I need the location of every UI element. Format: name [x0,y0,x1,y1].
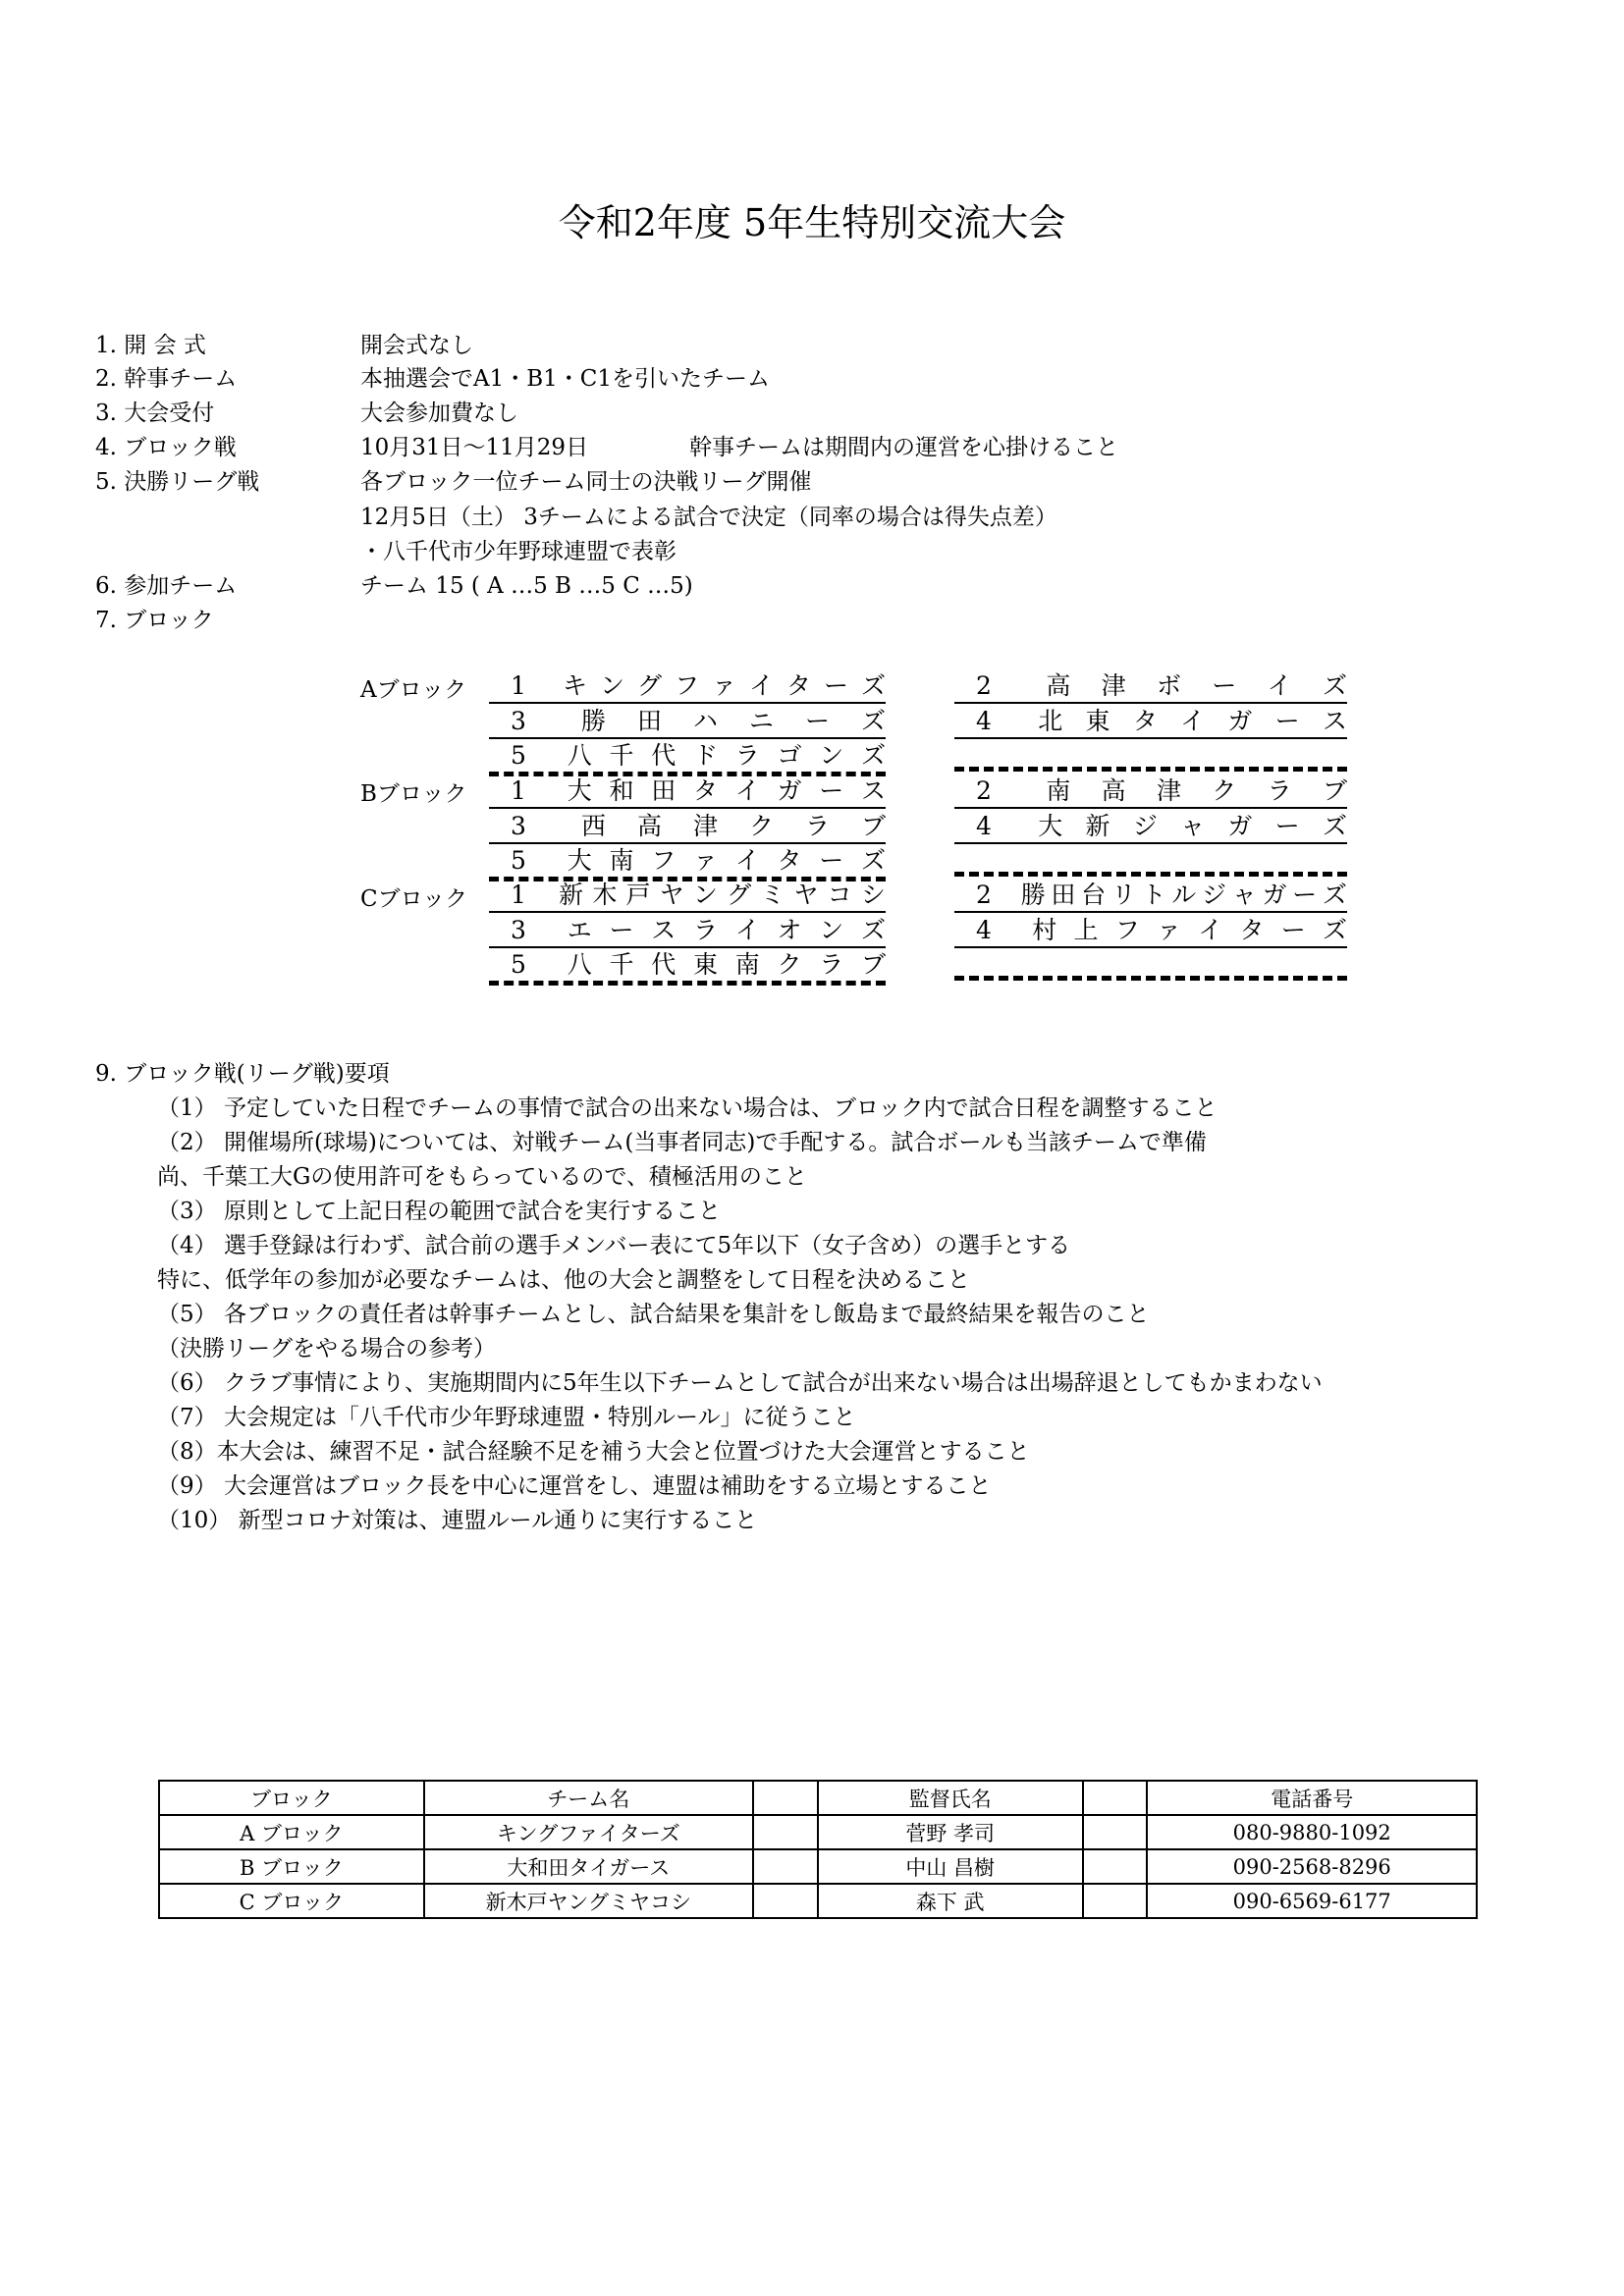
table-cell [753,1884,818,1918]
table-row [159,1815,1477,1849]
team-name-char: ヤ [793,881,819,909]
team-name-char: ズ [860,846,886,875]
team-name-char: ラ [804,811,830,840]
item-value: 12月5日（土） 3チームによる試合で決定（同率の場合は得失点差） [360,505,1057,530]
team-name-char: ー [1292,881,1318,909]
team-name-char: ラ [819,950,844,979]
rule-item: （2） 開催場所(球場)については、対戦チーム(当事者同志)で手配する。試合ボールも当該チームで準備 [157,1130,1207,1155]
team-name-char: 大 [567,776,592,805]
team-name-char: エ [567,915,592,944]
team-name-char: ー [819,776,844,805]
team-name-char: 代 [651,741,677,770]
team-number: 2 [976,671,992,700]
team-name-char: ハ [692,706,718,735]
item-value: 開会式なし [360,333,473,358]
team-name-char: 木 [592,881,618,909]
team-name-char: イ [734,915,760,944]
team-number: 4 [976,915,992,944]
team-name-char: イ [1198,915,1223,944]
empty-slot-line [954,872,1347,877]
team-name-char: ン [819,915,844,944]
team-name-char: タ [692,776,718,805]
team-name-char: キ [562,671,587,700]
table-cell: 中山 昌樹 [818,1849,1083,1884]
block-team-entry [489,740,886,776]
team-name-char: 南 [609,846,634,875]
table-header-row [159,1781,1477,1815]
block-team-entry [954,775,1347,809]
page-title: 令和2年度 5年生特別交流大会 [558,201,1066,244]
team-name-char: ズ [1322,671,1347,700]
team-name-char: コ [827,881,852,909]
table-cell: 大和田タイガース [424,1849,753,1884]
team-name-char: ァ [1156,915,1181,944]
team-name-char: イ [1180,706,1206,735]
rule-item: （決勝リーグをやる場合の参考） [157,1336,496,1362]
team-name-char: イ [1267,671,1292,700]
team-name-char: ゴ [777,741,802,770]
header-block: ブロック [159,1781,424,1815]
team-name-char: ラ [692,915,718,944]
team-name-char: ー [1280,915,1306,944]
table-cell: C ブロック [159,1884,424,1918]
table-cell: B ブロック [159,1849,424,1884]
table-row [159,1884,1477,1918]
team-number: 3 [511,811,526,840]
block-label: Aブロック [360,677,467,703]
table-row [159,1849,1477,1884]
team-name-char: ス [1322,706,1347,735]
block-team-entry [489,915,886,948]
team-name-char: グ [727,881,752,909]
item-value: 大会参加費なし [360,400,518,426]
team-name-char: ズ [1322,811,1347,840]
rule-item: （4） 選手登録は行わず、試合前の選手メンバー表にて5年以下（女子含め）の選手とする [157,1233,1071,1258]
team-name-char: ー [823,671,848,700]
team-name-char: フ [651,846,677,875]
team-name-char: シ [860,881,886,909]
team-name-char: ガ [1262,881,1287,909]
team-name-char: タ [777,846,802,875]
item-label: 3. 大会受付 [95,400,215,426]
team-name-char: ァ [711,671,736,700]
team-number: 5 [511,950,526,979]
team-name-char: ジ [1132,811,1158,840]
rule-item: （6） クラブ事情により、実施期間内に5年生以下チームとして試合が出来ない場合は出場辞退としてもかまわない [157,1370,1323,1396]
team-number: 2 [976,776,992,805]
table-cell: キングファイターズ [424,1815,753,1849]
team-name-char: 大 [567,846,592,875]
team-name-char: 戸 [625,881,651,909]
header-team: チーム名 [424,1781,753,1815]
team-name-char: ャ [1231,881,1257,909]
team-number: 1 [511,671,526,700]
team-name-char: フ [1114,915,1140,944]
header-phone: 電話番号 [1147,1781,1477,1815]
team-name-char: ク [748,811,774,840]
team-name-char: 村 [1032,915,1057,944]
table-cell [753,1849,818,1884]
team-number: 5 [511,846,526,875]
team-name-char: ラ [734,741,760,770]
team-name-char: ン [819,741,844,770]
team-name-char: ル [1171,881,1197,909]
block-team-entry [489,811,886,844]
team-name-char: 千 [609,950,634,979]
team-name-char: 津 [1156,776,1181,805]
team-number: 1 [511,881,526,909]
team-name-char: 東 [1085,706,1110,735]
team-name-char: 田 [636,706,662,735]
item-value: 本抽選会でA1・B1・C1を引いたチーム [360,366,771,392]
team-number: 3 [511,706,526,735]
table-cell [1083,1884,1148,1918]
team-name-char: ヤ [659,881,684,909]
team-name-char: 高 [636,811,662,840]
item-label: 5. 決勝リーグ戦 [95,469,260,495]
table-cell [1083,1815,1148,1849]
block-team-entry [954,670,1347,704]
table-cell: 080-9880-1092 [1147,1815,1477,1849]
team-name-char: タ [1239,915,1265,944]
block-team-entry [954,915,1347,948]
table-cell: 菅野 孝司 [818,1815,1083,1849]
team-name-char: 津 [692,811,718,840]
team-name-char: 勝 [580,706,606,735]
block-team-entry [954,880,1347,913]
team-name-char: タ [785,671,811,700]
team-name-char: リ [1110,881,1136,909]
team-name-char: ト [1141,881,1166,909]
team-name-char: 高 [1046,671,1071,700]
team-name-char: 南 [734,950,760,979]
rule-item: （7） 大会規定は「八千代市少年野球連盟・特別ルール」に従うこと [157,1405,856,1430]
team-number: 3 [511,915,526,944]
block-team-entry [489,949,886,986]
team-name-char: ブ [860,811,886,840]
rule-item: （1） 予定していた日程でチームの事情で試合の出来ない場合は、ブロック内で試合日程を調整すること [157,1095,1218,1121]
team-name-char: ン [599,671,624,700]
team-number: 4 [976,811,992,840]
team-name-char: 北 [1038,706,1063,735]
table-cell: A ブロック [159,1815,424,1849]
item-label: 4. ブロック戦 [95,435,237,460]
team-name-char: 代 [651,950,677,979]
team-name-char: 勝 [1020,881,1046,909]
team-name-char: ー [609,915,634,944]
block-team-entry [489,706,886,739]
rule-item: 尚、千葉工大Gの使用許可をもらっているので、積極活用のこと [157,1164,807,1190]
team-name-char: ニ [748,706,774,735]
team-number: 2 [976,881,992,909]
empty-slot-line [954,976,1347,981]
team-number: 1 [511,776,526,805]
rule-item: 特に、低学年の参加が必要なチームは、他の大会と調整をして日程を決めること [157,1267,970,1293]
team-name-char: グ [636,671,662,700]
item-label: 7. ブロック [95,608,214,633]
team-name-char: ズ [1322,915,1347,944]
table-cell: 090-6569-6177 [1147,1884,1477,1918]
item-label: 6. 参加チーム [95,573,238,599]
table-cell: 森下 武 [818,1884,1083,1918]
empty-slot-line [954,767,1347,772]
team-name-char: 和 [609,776,634,805]
team-name-char: ド [692,741,718,770]
block-team-entry [489,670,886,704]
team-name-char: 津 [1101,671,1126,700]
item-value: 各ブロック一位チーム同士の決戦リーグ開催 [360,469,812,495]
team-name-char: ガ [1227,706,1253,735]
block-team-entry [489,775,886,809]
rule-item: （3） 原則として上記日程の範囲で試合を実行すること [157,1199,721,1224]
block-label: Bブロック [360,781,467,807]
team-name-char: ブ [1322,776,1347,805]
section-heading: 9. ブロック戦(リーグ戦)要項 [95,1061,390,1087]
team-name-char: ク [1212,776,1237,805]
team-name-char: ズ [860,671,886,700]
team-name-char: 新 [1085,811,1110,840]
team-name-char: 八 [567,741,592,770]
team-name-char: タ [1132,706,1158,735]
team-name-char: ク [777,950,802,979]
team-name-char: イ [748,671,774,700]
block-team-entry [489,845,886,881]
header-blank [753,1781,818,1815]
team-name-char: ー [1274,706,1300,735]
item-value: 10月31日～11月29日 [360,435,589,460]
rule-item: （9） 大会運営はブロック長を中心に運営をし、連盟は補助をする立場とすること [157,1473,992,1499]
block-team-entry [489,880,886,913]
team-name-char: フ [674,671,699,700]
team-name-char: ガ [777,776,802,805]
team-name-char: イ [734,776,760,805]
team-name-char: 東 [692,950,718,979]
team-name-char: ン [692,881,718,909]
team-name-char: 大 [1038,811,1063,840]
team-number: 4 [976,706,992,735]
rule-item: （8）本大会は、練習不足・試合経験不足を補う大会と位置づけた大会運営とすること [157,1439,1030,1465]
team-name-char: ズ [1322,881,1347,909]
team-number: 5 [511,741,526,770]
table-cell [1083,1849,1148,1884]
team-name-char: ー [819,846,844,875]
item-note: 幹事チームは期間内の運営を心掛けること [689,435,1118,460]
team-name-char: ジ [1202,881,1227,909]
rule-item: （5） 各ブロックの責任者は幹事チームとし、試合結果を集計をし飯島まで最終結果を報告のこと [157,1302,1150,1327]
block-label: Cブロック [360,886,468,912]
team-name-char: 田 [1051,881,1076,909]
team-name-char: ス [860,776,886,805]
team-name-char: ラ [1267,776,1292,805]
table-cell: 新木戸ヤングミヤコシ [424,1884,753,1918]
team-name-char: ミ [760,881,785,909]
team-name-char: ー [804,706,830,735]
team-name-char: ス [651,915,677,944]
team-name-char: オ [777,915,802,944]
team-name-char: ズ [860,706,886,735]
team-name-char: 台 [1081,881,1107,909]
team-name-char: 八 [567,950,592,979]
team-name-char: 上 [1073,915,1099,944]
team-name-char: ブ [860,950,886,979]
team-name-char: ー [1274,811,1300,840]
rule-item: （10） 新型コロナ対策は、連盟ルール通りに実行すること [157,1508,758,1533]
block-team-entry [954,706,1347,739]
table-cell [753,1815,818,1849]
header-manager: 監督氏名 [818,1781,1083,1815]
team-name-char: ボ [1156,671,1181,700]
team-name-char: ガ [1227,811,1253,840]
team-name-char: イ [734,846,760,875]
item-value: チーム 15 ( A …5 B …5 C …5) [360,573,693,599]
team-name-char: 田 [651,776,677,805]
item-label: 1. 開 会 式 [95,333,206,358]
header-blank [1083,1781,1148,1815]
team-name-char: 西 [580,811,606,840]
item-label: 2. 幹事チーム [95,366,238,392]
team-name-char: ャ [1180,811,1206,840]
item-value: ・八千代市少年野球連盟で表彰 [360,539,677,564]
team-name-char: 千 [609,741,634,770]
team-name-char: ズ [860,915,886,944]
team-name-char: 南 [1046,776,1071,805]
team-name-char: ー [1212,671,1237,700]
team-name-char: ズ [860,741,886,770]
team-name-char: 高 [1101,776,1126,805]
team-name-char: 新 [559,881,584,909]
table-cell: 090-2568-8296 [1147,1849,1477,1884]
team-name-char: ァ [692,846,718,875]
block-team-entry [954,811,1347,844]
contact-table [158,1780,1478,1919]
